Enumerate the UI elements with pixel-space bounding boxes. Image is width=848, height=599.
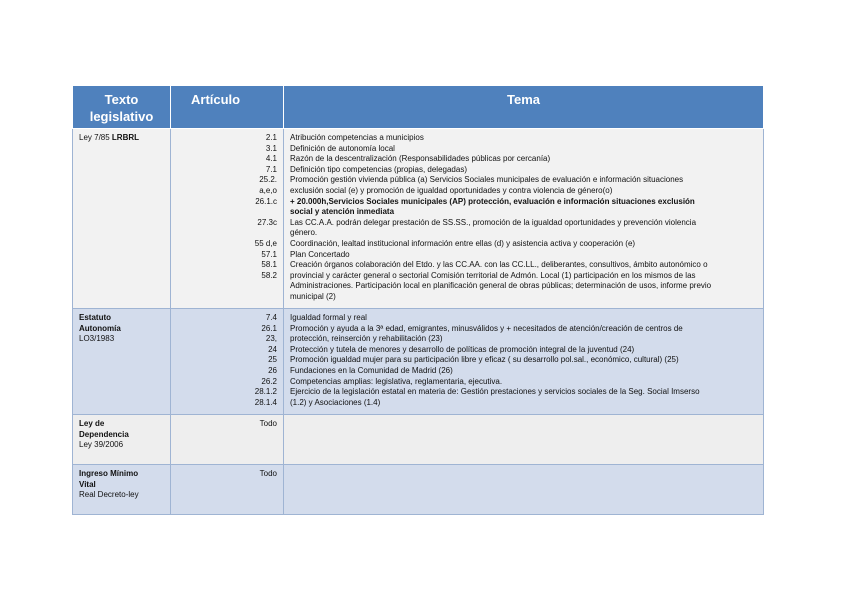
articulo-spacer	[177, 207, 277, 218]
articulo-item: 58.2	[261, 270, 277, 280]
tema-line: género.	[290, 228, 318, 238]
tema-line: Competencias amplias: legislativa, reglamentaria, ejecutiva.	[290, 376, 503, 386]
texto-prefix: Ley 7/85	[79, 133, 112, 142]
tema-line: Las CC.A.A. podrán delegar prestación de SS.SS., promoción de la igualdad oportunidades y prevención violencia	[290, 217, 697, 227]
cell-articulo-dependencia	[171, 415, 284, 465]
tema-line: Razón de la descentralización (Responsabilidades públicas por cercanía)	[290, 154, 551, 164]
texto-line-bold: Ley de	[79, 419, 105, 428]
articulo-item: Todo	[259, 469, 277, 478]
header-tema: Tema	[284, 86, 764, 129]
tema-line: Plan Concertado	[290, 249, 350, 259]
cell-tema-dependencia	[284, 415, 764, 465]
tema-line: Atribución competencias a municipios	[290, 133, 424, 142]
legislation-table	[72, 85, 764, 515]
tema-line-bold: social y atención inmediata	[290, 207, 395, 217]
cell-articulo-imv	[171, 465, 284, 515]
texto-line-bold: Estatuto	[79, 313, 111, 322]
tema-line: Ejercicio de la legislación estatal en materia de: Gestión prestaciones y servicios sociales de la Seg. Social Imserso	[290, 387, 700, 397]
articulo-item: 27.3c	[257, 217, 277, 227]
articulo-item: 26.1	[261, 323, 277, 333]
header-articulo: Artículo	[171, 86, 284, 129]
tema-line: (1.2) y Asociaciones (1.4)	[290, 397, 381, 407]
cell-tema-imv	[284, 465, 764, 515]
texto-line: Ley 39/2006	[79, 440, 124, 450]
tema-line: protección, reinserción y rehabilitación (23)	[290, 334, 443, 344]
articulo-item: 26.1.c	[255, 196, 277, 206]
header-texto-legislativo: Texto legislativo	[73, 86, 171, 129]
articulo-spacer	[177, 228, 277, 239]
tema-line: exclusión social (e) y promoción de igualdad oportunidades y contra violencia de género(o)	[290, 185, 613, 195]
articulo-item: 28.1.4	[254, 397, 277, 407]
cell-articulo-lrbrl	[171, 129, 284, 309]
table-row-ingreso-minimo-vital	[73, 465, 764, 515]
articulo-item: 26	[268, 365, 277, 375]
cell-tema-lrbrl	[284, 129, 764, 309]
cell-texto-imv	[73, 465, 171, 515]
articulo-item: 23,	[265, 334, 277, 344]
tema-line: Igualdad formal y real	[290, 313, 367, 322]
tema-line: Definición de autonomía local	[290, 143, 395, 153]
tema-line-bold: + 20.000h,Servicios Sociales municipales (AP) protección, evaluación e información situaciones exclusión	[290, 196, 695, 206]
table-header-row	[73, 86, 764, 129]
tema-line: Coordinación, lealtad institucional información entre ellas (d) y asistencia activa y cooperación (e)	[290, 238, 636, 248]
articulo-item: 28.1.2	[254, 387, 277, 397]
tema-line: Protección y tutela de menores y desarrollo de políticas de promoción integral de la juventud (24)	[290, 344, 635, 354]
cell-articulo-estatuto	[171, 309, 284, 415]
articulo-item: 58.1	[261, 260, 277, 270]
texto-line: Real Decreto-ley	[79, 490, 139, 500]
tema-line: Definición tipo competencias (propias, delegadas)	[290, 164, 467, 174]
table-row-estatuto	[73, 309, 764, 415]
table-row-dependencia	[73, 415, 764, 465]
articulo-item: 25	[268, 355, 277, 365]
cell-texto-estatuto	[73, 309, 171, 415]
table-row-lrbrl	[73, 129, 764, 309]
tema-line: Creación órganos colaboración del Etdo. y las CC.AA. con las CC.LL., deliberantes, consultivos, ámbito autonómico o	[290, 260, 708, 270]
articulo-item: 57.1	[261, 249, 277, 259]
articulo-item: Todo	[259, 419, 277, 428]
tema-line: municipal (2)	[290, 291, 336, 301]
tema-line: Promoción y ayuda a la 3ª edad, emigrantes, minusválidos y + necesitados de atención/creación de centros de	[290, 323, 683, 333]
articulo-item: 7.4	[265, 313, 277, 322]
articulo-item: 24	[268, 344, 277, 354]
tema-line: Promoción gestión vivienda pública (a) Servicios Sociales municipales de evaluación e información situaciones	[290, 175, 684, 185]
articulo-item: 7.1	[265, 164, 277, 174]
texto-line-bold: Autonomía	[79, 323, 121, 333]
texto-lrbrl: LRBRL	[111, 133, 140, 142]
tema-line: Administraciones. Participación local en planificación general de obras públicas; determinación de usos, informe previo	[290, 281, 712, 291]
cell-tema-estatuto	[284, 309, 764, 415]
tema-line: Promoción igualdad mujer para su participación libre y eficaz ( su desarrollo pol.sal., económico, cultural) (25)	[290, 355, 679, 365]
cell-texto-lrbrl	[73, 129, 171, 309]
texto-line-bold: Dependencia	[79, 429, 129, 439]
texto-line: LO3/1983	[79, 334, 115, 344]
articulo-item: 3.1	[265, 143, 277, 153]
articulo-item: 26.2	[261, 376, 277, 386]
tema-line: provincial y carácter general o sectorial Comisión territorial de Admón. Local (1) participación en los mismos de las	[290, 270, 696, 280]
texto-line-bold: Vital	[79, 479, 96, 489]
legislation-table-container	[72, 85, 764, 515]
cell-texto-dependencia	[73, 415, 171, 465]
articulo-item: 4.1	[265, 154, 277, 164]
tema-line: Fundaciones en la Comunidad de Madrid (26)	[290, 365, 453, 375]
articulo-item: 25.2.	[259, 175, 277, 185]
articulo-item: a,e,o	[259, 185, 277, 195]
articulo-item: 55 d,e	[254, 238, 277, 248]
texto-line-bold: Ingreso Mínimo	[79, 469, 139, 478]
articulo-item: 2.1	[265, 133, 277, 142]
